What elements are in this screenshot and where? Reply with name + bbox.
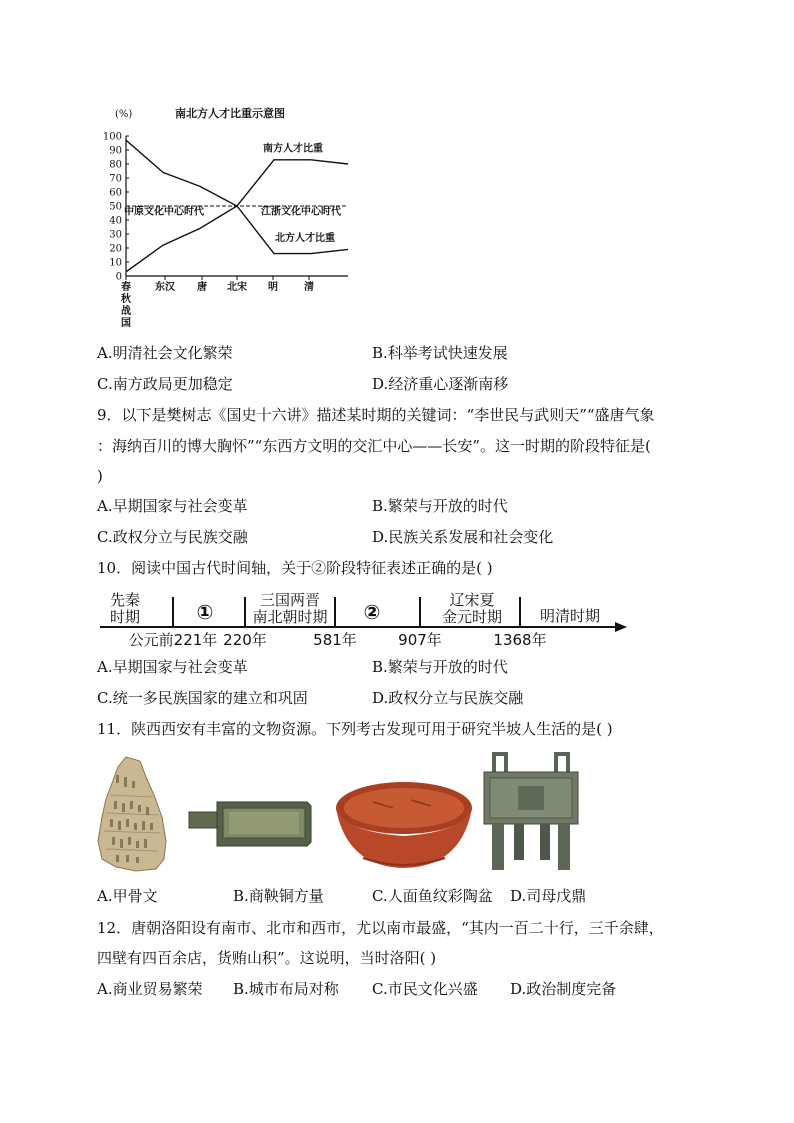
q8-option-b[interactable]: B.科举考试快速发展 [372, 344, 508, 362]
q8-option-a[interactable]: A.明清社会文化繁荣 [97, 344, 233, 362]
x-tick-label: 春 [121, 282, 131, 293]
y-tick-label: 0 [115, 271, 122, 283]
x-tick-label: 北宋 [227, 282, 247, 293]
pottery-basin-image [333, 778, 475, 874]
timeline-date-label: 220年 [223, 631, 267, 649]
q11-stem: 11．陕西西安有丰富的文物资源。下列考古发现可用于研究半坡人生活的是( ) [97, 720, 613, 738]
x-tick-label: 唐 [197, 282, 207, 293]
q10-option-d[interactable]: D.政权分立与民族交融 [372, 689, 524, 707]
q8-option-d[interactable]: D.经济重心逐渐南移 [372, 375, 509, 393]
history-timeline [95, 585, 635, 650]
y-tick-label: 50 [109, 201, 122, 213]
q11-option-d[interactable]: D.司母戊鼎 [510, 887, 587, 905]
q9-option-b[interactable]: B.繁荣与开放的时代 [372, 497, 508, 515]
timeline-date-label: 1368年 [493, 631, 547, 649]
q9-stem-line3: ) [97, 467, 103, 485]
x-tick-label: 明 [268, 282, 278, 293]
timeline-date-label: 581年 [313, 631, 357, 649]
y-tick-label: 90 [109, 145, 122, 157]
timeline-date-label: 907年 [398, 631, 442, 649]
chart-labels [103, 132, 342, 330]
q10-option-a[interactable]: A.早期国家与社会变革 [97, 658, 248, 676]
timeline-period-label: 南北朝时期 [252, 608, 328, 626]
q9-option-d[interactable]: D.民族关系发展和社会变化 [372, 528, 554, 546]
y-tick-label: 70 [109, 173, 122, 185]
y-tick-label: 10 [109, 257, 122, 269]
y-tick-label: 30 [109, 229, 122, 241]
chart-unit-label: (%) [115, 109, 133, 120]
q8-option-c[interactable]: C.南方政局更加稳定 [97, 375, 233, 393]
jiangzhe-era-label: 江浙文化中心时代 [261, 206, 341, 218]
q12-stem-line2: 四壁有四百余店，货贿山积”。这说明，当时洛阳( ) [97, 949, 437, 967]
timeline-arrow [615, 622, 627, 632]
x-tick-label: 战 [121, 306, 131, 317]
x-tick-label: 国 [121, 318, 131, 329]
q10-option-b[interactable]: B.繁荣与开放的时代 [372, 658, 508, 676]
q9-stem-line2: ：海纳百川的博大胸怀”“东西方文明的交汇中心——长安”。这一时期的阶段特征是( [97, 437, 651, 455]
y-tick-label: 80 [109, 159, 122, 171]
q9-option-c[interactable]: C.政权分立与民族交融 [97, 528, 248, 546]
q12-option-a[interactable]: A.商业贸易繁荣 [97, 980, 203, 998]
q12-option-d[interactable]: D.政治制度完备 [510, 980, 617, 998]
q9-option-a[interactable]: A.早期国家与社会变革 [97, 497, 248, 515]
timeline-period-label: 金元时期 [441, 608, 503, 626]
south-series-label: 南方人才比重 [263, 143, 323, 155]
bronze-measure-image [187, 798, 313, 848]
timeline-period-label: 先秦 [109, 591, 141, 609]
q12-option-b[interactable]: B.城市布局对称 [233, 980, 339, 998]
timeline-period-label: 时期 [109, 608, 141, 626]
timeline-period-label: 辽宋夏 [449, 591, 495, 609]
q11-option-a[interactable]: A.甲骨文 [97, 887, 158, 905]
timeline-labels [110, 591, 600, 649]
x-tick-label: 清 [304, 282, 314, 293]
timeline-date-label: 公元前221年 [128, 631, 218, 649]
north-series-label: 北方人才比重 [275, 233, 335, 244]
q12-stem-line1: 12．唐朝洛阳设有南市、北市和西市，尤以南市最盛，“其内一百二十行，三千余肆， [97, 919, 664, 937]
x-tick-label: 秋 [121, 294, 131, 305]
timeline-period-label: ① [196, 600, 214, 624]
x-tick-label: 东汉 [155, 282, 175, 293]
talent-ratio-chart [95, 100, 365, 335]
chart-title: 南北方人才比重示意图 [175, 107, 285, 120]
timeline-period-label: 明清时期 [539, 607, 601, 625]
q11-option-b[interactable]: B.商鞅铜方量 [233, 887, 324, 905]
q9-stem-line1: 9．以下是樊树志《国史十六讲》描述某时期的关键词：“李世民与武则天”“盛唐气象 [97, 406, 655, 424]
timeline-period-label: 三国两晋 [259, 591, 321, 609]
q10-stem: 10．阅读中国古代时间轴，关于②阶段特征表述正确的是( ) [97, 559, 493, 577]
y-tick-label: 100 [102, 131, 122, 143]
q11-option-c[interactable]: C.人面鱼纹彩陶盆 [372, 887, 493, 905]
bronze-ding-image [478, 750, 584, 874]
q12-option-c[interactable]: C.市民文化兴盛 [372, 980, 478, 998]
y-tick-label: 20 [109, 243, 122, 255]
y-tick-label: 40 [109, 215, 122, 227]
q10-option-c[interactable]: C.统一多民族国家的建立和巩固 [97, 689, 308, 707]
timeline-period-label: ② [363, 600, 381, 624]
oracle-bone-image [96, 755, 170, 873]
central-plains-era-label: 中原文化中心时代 [124, 206, 204, 218]
y-tick-label: 60 [109, 187, 122, 199]
